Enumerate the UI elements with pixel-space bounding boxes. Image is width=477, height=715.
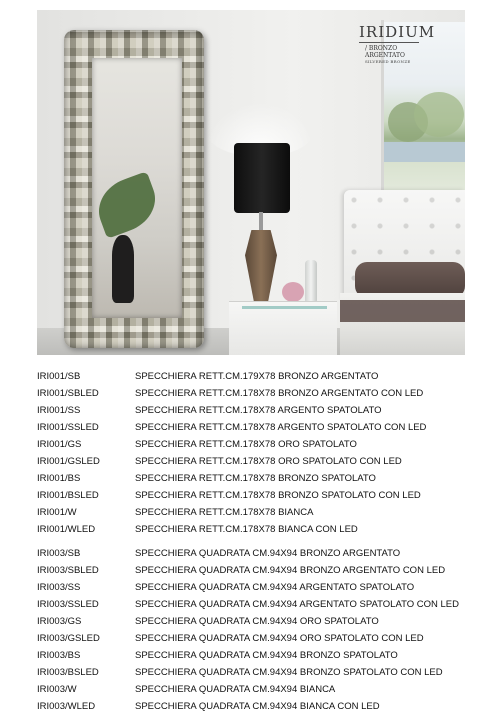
bed-throw (340, 300, 465, 322)
product-description: SPECCHIERA RETT.CM.178X78 BRONZO ARGENTATO CON LED (135, 388, 424, 399)
product-code: IRI001/WLED (37, 524, 96, 535)
list-item (37, 521, 477, 538)
product-code: IRI001/SS (37, 405, 81, 416)
list-item (37, 613, 477, 630)
product-code: IRI003/W (37, 684, 77, 695)
brand-finish-line-3: SILVERED BRONZE (365, 59, 411, 64)
product-code: IRI003/SS (37, 582, 81, 593)
product-description: SPECCHIERA QUADRATA CM.94X94 ORO SPATOLATO CON LED (135, 633, 424, 644)
list-item (37, 562, 477, 579)
list-item (37, 647, 477, 664)
nightstand (229, 302, 337, 355)
lamp-stem (259, 212, 263, 232)
list-item (37, 453, 477, 470)
product-description: SPECCHIERA QUADRATA CM.94X94 ORO SPATOLATO (135, 616, 379, 627)
list-item (37, 681, 477, 698)
product-description: SPECCHIERA RETT.CM.178X78 BRONZO SPATOLATO (135, 473, 376, 484)
product-photo (37, 10, 465, 355)
product-description: SPECCHIERA RETT.CM.178X78 BIANCA (135, 507, 314, 518)
list-item (37, 664, 477, 681)
brand-logo (359, 23, 459, 64)
product-description: SPECCHIERA RETT.CM.178X78 ORO SPATOLATO (135, 439, 357, 450)
product-code: IRI001/SBLED (37, 388, 99, 399)
product-description: SPECCHIERA RETT.CM.178X78 ORO SPATOLATO CON LED (135, 456, 402, 467)
product-code: IRI001/SSLED (37, 422, 99, 433)
list-item (37, 579, 477, 596)
product-description: SPECCHIERA QUADRATA CM.94X94 BRONZO SPATOLATO CON LED (135, 667, 443, 678)
product-code: IRI003/SB (37, 548, 81, 559)
product-code: IRI001/GSLED (37, 456, 100, 467)
product-description: SPECCHIERA QUADRATA CM.94X94 BRONZO ARGENTATO (135, 548, 401, 559)
product-code: IRI001/BSLED (37, 490, 99, 501)
list-item (37, 470, 477, 487)
product-code: IRI003/BSLED (37, 667, 99, 678)
vase-reflection (112, 235, 134, 303)
product-description: SPECCHIERA QUADRATA CM.94X94 BIANCA CON LED (135, 701, 380, 712)
product-list-rectangular (37, 368, 477, 538)
brand-finish-line-1: / BRONZO (365, 45, 398, 52)
product-code: IRI001/GS (37, 439, 82, 450)
product-description: SPECCHIERA QUADRATA CM.94X94 BRONZO SPATOLATO (135, 650, 398, 661)
product-code: IRI001/SB (37, 371, 81, 382)
product-description: SPECCHIERA QUADRATA CM.94X94 BIANCA (135, 684, 336, 695)
lamp-base (245, 230, 277, 302)
list-item (37, 436, 477, 453)
list-item (37, 596, 477, 613)
product-description: SPECCHIERA QUADRATA CM.94X94 BRONZO ARGENTATO CON LED (135, 565, 446, 576)
product-code: IRI003/GSLED (37, 633, 100, 644)
product-description: SPECCHIERA RETT.CM.179X78 BRONZO ARGENTATO (135, 371, 379, 382)
list-item (37, 545, 477, 562)
list-item (37, 630, 477, 647)
product-list-square (37, 545, 477, 715)
list-item (37, 487, 477, 504)
lamp-shade (234, 143, 290, 213)
product-code: IRI001/W (37, 507, 77, 518)
product-description: SPECCHIERA QUADRATA CM.94X94 ARGENTATO SPATOLATO CON LED (135, 599, 459, 610)
brand-name: IRIDIUM (359, 23, 436, 41)
brand-finish-line-2: ARGENTATO (365, 52, 405, 59)
product-description: SPECCHIERA RETT.CM.178X78 ARGENTO SPATOLATO (135, 405, 382, 416)
list-item (37, 419, 477, 436)
list-item (37, 368, 477, 385)
product-description: SPECCHIERA RETT.CM.178X78 BIANCA CON LED (135, 524, 358, 535)
nightstand-edge (242, 306, 327, 309)
product-code: IRI003/BS (37, 650, 81, 661)
product-description: SPECCHIERA QUADRATA CM.94X94 ARGENTATO SPATOLATO (135, 582, 415, 593)
product-code: IRI003/WLED (37, 701, 96, 712)
bottle (305, 260, 317, 302)
flowers (282, 282, 304, 302)
list-item (37, 385, 477, 402)
product-code: IRI003/SSLED (37, 599, 99, 610)
product-code: IRI003/SBLED (37, 565, 99, 576)
product-code: IRI001/BS (37, 473, 81, 484)
product-code: IRI003/GS (37, 616, 82, 627)
brand-rule (359, 42, 419, 43)
list-item (37, 402, 477, 419)
product-description: SPECCHIERA RETT.CM.178X78 BRONZO SPATOLATO CON LED (135, 490, 421, 501)
product-description: SPECCHIERA RETT.CM.178X78 ARGENTO SPATOLATO CON LED (135, 422, 427, 433)
list-item (37, 504, 477, 521)
